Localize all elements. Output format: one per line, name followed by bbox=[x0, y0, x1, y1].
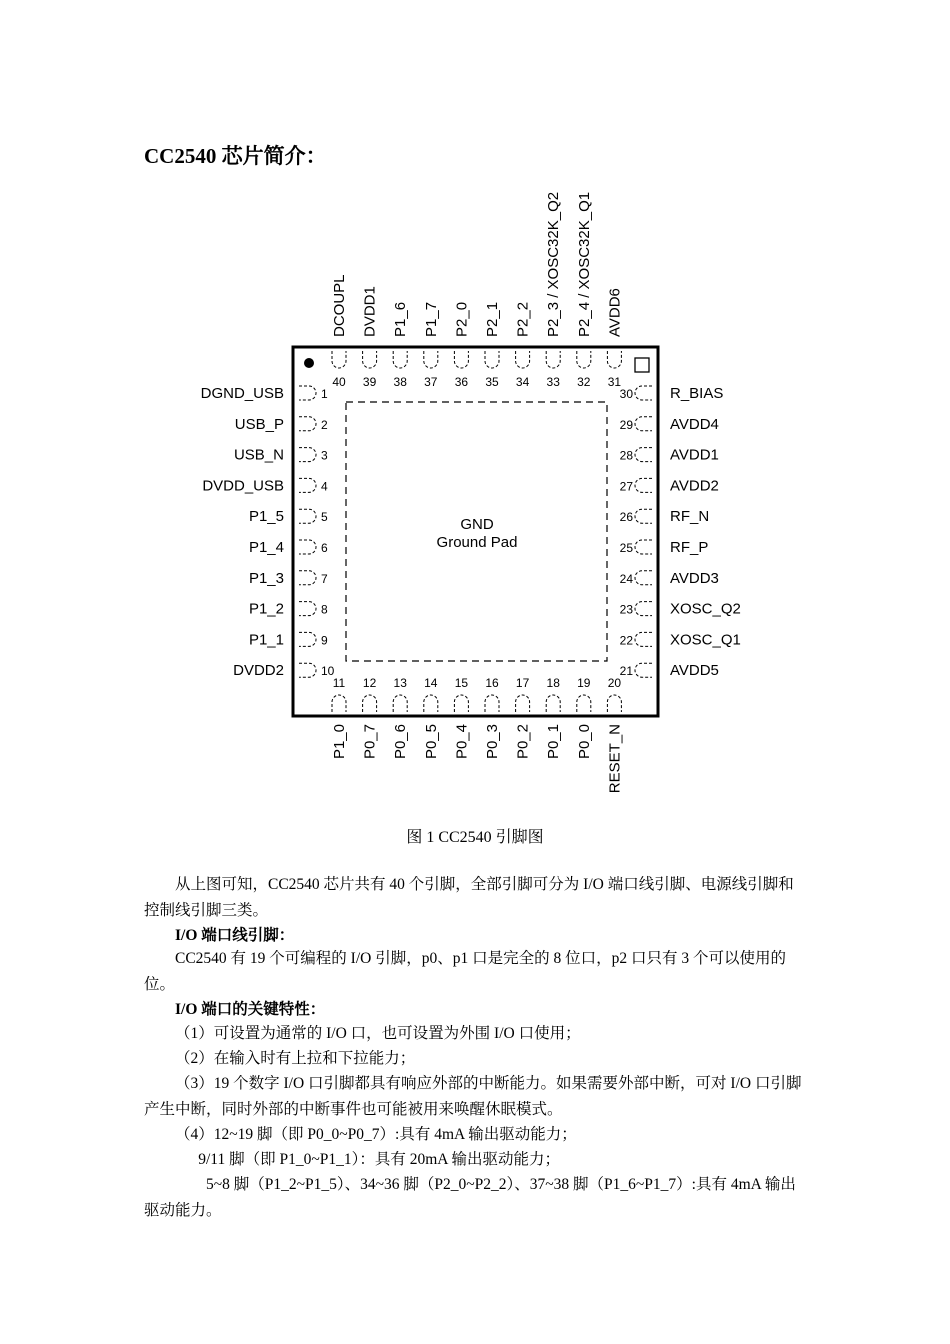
list-item: （1）可设置为通常的 I/O 口，也可设置为外围 I/O 口使用； bbox=[175, 1025, 581, 1042]
pin-number: 31 bbox=[607, 375, 622, 389]
pin-number: 23 bbox=[619, 602, 633, 617]
pin-name: P1_0 bbox=[331, 724, 348, 760]
pin-pad bbox=[577, 695, 591, 712]
pin-number: 16 bbox=[485, 676, 499, 690]
pin-pad bbox=[485, 351, 499, 368]
pin-number: 13 bbox=[393, 676, 407, 690]
pin-pad bbox=[635, 663, 652, 677]
pin-name: P0_4 bbox=[453, 724, 471, 760]
pin-number: 24 bbox=[619, 571, 633, 586]
pin-name: P0_2 bbox=[514, 724, 532, 760]
pin-pad bbox=[635, 632, 652, 646]
list-item: 9/11 脚（即 P1_0~P1_1）：具有 20mA 输出驱动能力； bbox=[198, 1151, 561, 1168]
pin-name: AVDD1 bbox=[670, 446, 719, 464]
pin-pad bbox=[299, 478, 316, 492]
pin-name: DCOUPL bbox=[331, 274, 348, 337]
page-heading: CC2540 芯片简介： bbox=[144, 144, 327, 168]
figure-caption: 图 1 CC2540 引脚图 bbox=[406, 829, 544, 846]
pin-number: 37 bbox=[424, 375, 438, 389]
pin-pad bbox=[546, 695, 560, 712]
pin-name: P1_6 bbox=[392, 301, 410, 337]
pin-number: 22 bbox=[619, 633, 633, 648]
pin-pad bbox=[299, 663, 316, 677]
pin-name: P0_7 bbox=[361, 724, 379, 760]
pin-name: AVDD5 bbox=[670, 662, 719, 680]
list-item: （4）12~19 脚（即 P0_0~P0_7）:具有 4mA 输出驱动能力； bbox=[175, 1126, 577, 1143]
pin-pad bbox=[363, 351, 377, 368]
pin-pad bbox=[424, 351, 438, 368]
pin-pad bbox=[393, 695, 407, 712]
pin-name: USB_N bbox=[233, 446, 284, 464]
pin-number: 36 bbox=[454, 375, 469, 389]
section-heading-io-features: I/O 端口的关键特性： bbox=[175, 1001, 326, 1018]
pin-number: 28 bbox=[619, 448, 633, 463]
pin-number: 10 bbox=[321, 664, 335, 679]
pin-name: AVDD3 bbox=[670, 569, 719, 587]
pin-number: 32 bbox=[577, 375, 591, 389]
pin-number: 12 bbox=[362, 676, 377, 690]
pin-pad bbox=[299, 602, 316, 616]
pin-name: P2_0 bbox=[453, 301, 471, 337]
list-item: （3）19 个数字 I/O 口引脚都具有响应外部的中断能力。如果需要外部中断，可对 I/O 口引脚产生中断，同时外部的中断事件也可能被用来唤醒休眠模式。 bbox=[144, 1075, 802, 1118]
pin-number: 33 bbox=[546, 375, 560, 389]
body-paragraph: CC2540 有 19 个可编程的 I/O 引脚，p0、p1 口是完全的 8 位口，p2 口只有 3 个可以使用的位。 bbox=[144, 950, 786, 993]
pin-number: 21 bbox=[619, 664, 633, 679]
pin-name: P1_1 bbox=[248, 631, 284, 649]
pin-pad bbox=[299, 386, 316, 400]
pin-number: 7 bbox=[321, 571, 328, 586]
pin-name: RF_P bbox=[670, 539, 709, 556]
pin-name: P1_7 bbox=[422, 301, 440, 337]
pin-pad bbox=[516, 351, 530, 368]
pin-name: P2_3 / XOSC32K_Q2 bbox=[545, 191, 563, 337]
ground-pad-label: Ground Pad bbox=[436, 534, 518, 551]
pin-pad bbox=[516, 695, 530, 712]
pin-name: P1_5 bbox=[248, 508, 284, 526]
pin-number: 18 bbox=[546, 676, 560, 690]
pin-number: 27 bbox=[619, 479, 633, 494]
pin-pad bbox=[393, 351, 407, 368]
pin-pad bbox=[635, 417, 652, 431]
pin-number: 6 bbox=[321, 541, 328, 555]
pin-pad bbox=[635, 571, 652, 585]
pin-pad bbox=[485, 695, 499, 712]
pin-pad bbox=[363, 695, 377, 712]
pin-number: 2 bbox=[321, 417, 328, 432]
body-paragraph: 从上图可知，CC2540 芯片共有 40 个引脚，全部引脚可分为 I/O 端口线引脚、电源线引脚和控制线引脚三类。 bbox=[144, 876, 794, 919]
pin-name: P0_3 bbox=[484, 724, 501, 760]
pin-name: USB_P bbox=[234, 415, 284, 433]
pin-number: 9 bbox=[321, 633, 328, 648]
pin-pad bbox=[299, 509, 316, 523]
pin-pad bbox=[299, 448, 316, 462]
pin-pad bbox=[424, 695, 438, 712]
pin-name: P0_6 bbox=[392, 724, 410, 760]
section-heading-io-pins: I/O 端口线引脚： bbox=[175, 927, 295, 944]
pin-number: 20 bbox=[607, 676, 622, 690]
pin-pad bbox=[332, 351, 346, 368]
pin-name: P2_4 / XOSC32K_Q1 bbox=[575, 191, 593, 337]
pin-pad bbox=[635, 386, 652, 400]
pin-name: P0_1 bbox=[545, 724, 563, 760]
pin-pad bbox=[454, 351, 468, 368]
pin-name: XOSC_Q2 bbox=[670, 600, 741, 618]
corner-marker-square bbox=[635, 358, 649, 372]
gnd-label: GND bbox=[460, 516, 494, 533]
pin-pad bbox=[635, 602, 652, 616]
pin-number: 34 bbox=[515, 375, 530, 389]
pin-name: P0_0 bbox=[575, 724, 593, 760]
pin-pad bbox=[577, 351, 591, 368]
pin-number: 19 bbox=[577, 676, 591, 690]
pin-pad bbox=[546, 351, 560, 368]
pin-name: R_BIAS bbox=[670, 385, 724, 402]
pin-number: 11 bbox=[332, 676, 346, 690]
pin-number: 15 bbox=[454, 676, 469, 690]
pin-number: 30 bbox=[619, 387, 633, 401]
pin-number: 25 bbox=[619, 541, 633, 555]
pin-number: 4 bbox=[321, 479, 328, 494]
pin-name: AVDD2 bbox=[670, 477, 719, 495]
pin-number: 5 bbox=[321, 510, 328, 525]
pin-pad bbox=[635, 448, 652, 462]
pin-name: P2_1 bbox=[484, 301, 501, 337]
pin-name: AVDD4 bbox=[670, 415, 719, 433]
pin-pad bbox=[299, 571, 316, 585]
pin-pad bbox=[635, 509, 652, 523]
pin-pad bbox=[299, 417, 316, 431]
pin-name: P2_2 bbox=[514, 301, 532, 337]
pin-number: 17 bbox=[515, 676, 530, 690]
pin-number: 14 bbox=[424, 676, 438, 690]
pin-pad bbox=[607, 351, 621, 368]
pin-pad bbox=[299, 540, 316, 554]
list-item: （2）在输入时有上拉和下拉能力； bbox=[175, 1050, 416, 1067]
pin-number: 26 bbox=[619, 510, 633, 525]
pin-pad bbox=[332, 695, 346, 712]
pin-number: 29 bbox=[619, 417, 633, 432]
pin-name: P1_4 bbox=[248, 539, 284, 556]
pin-name: AVDD6 bbox=[606, 288, 624, 337]
pin-pad bbox=[635, 540, 652, 554]
pin-name: P1_2 bbox=[248, 600, 284, 618]
pin-number: 8 bbox=[321, 602, 328, 617]
pin-name: DVDD2 bbox=[233, 662, 284, 680]
pin-pad bbox=[607, 695, 621, 712]
pin-name: RESET_N bbox=[606, 724, 624, 794]
pin-number: 1 bbox=[321, 387, 328, 401]
pin-pad bbox=[299, 632, 316, 646]
pin-pad bbox=[635, 478, 652, 492]
pin1-marker-dot bbox=[304, 358, 314, 368]
pin-name: DVDD_USB bbox=[202, 477, 284, 495]
pin-name: P1_3 bbox=[248, 569, 284, 587]
pin-name: P0_5 bbox=[422, 724, 440, 760]
pin-name: DGND_USB bbox=[200, 385, 284, 402]
pin-number: 38 bbox=[393, 375, 407, 389]
pin-number: 3 bbox=[321, 448, 328, 463]
pin-number: 40 bbox=[332, 375, 346, 389]
pin-number: 39 bbox=[362, 375, 377, 389]
list-item: 5~8 脚（P1_2~P1_5）、34~36 脚（P2_0~P2_2）、37~38 脚（P1_6~P1_7）:具有 4mA 输出驱动能力。 bbox=[144, 1176, 796, 1219]
pin-number: 35 bbox=[485, 375, 499, 389]
pin-pad bbox=[454, 695, 468, 712]
pin-name: DVDD1 bbox=[361, 286, 379, 337]
pin-name: XOSC_Q1 bbox=[670, 631, 741, 649]
pin-name: RF_N bbox=[670, 508, 710, 526]
